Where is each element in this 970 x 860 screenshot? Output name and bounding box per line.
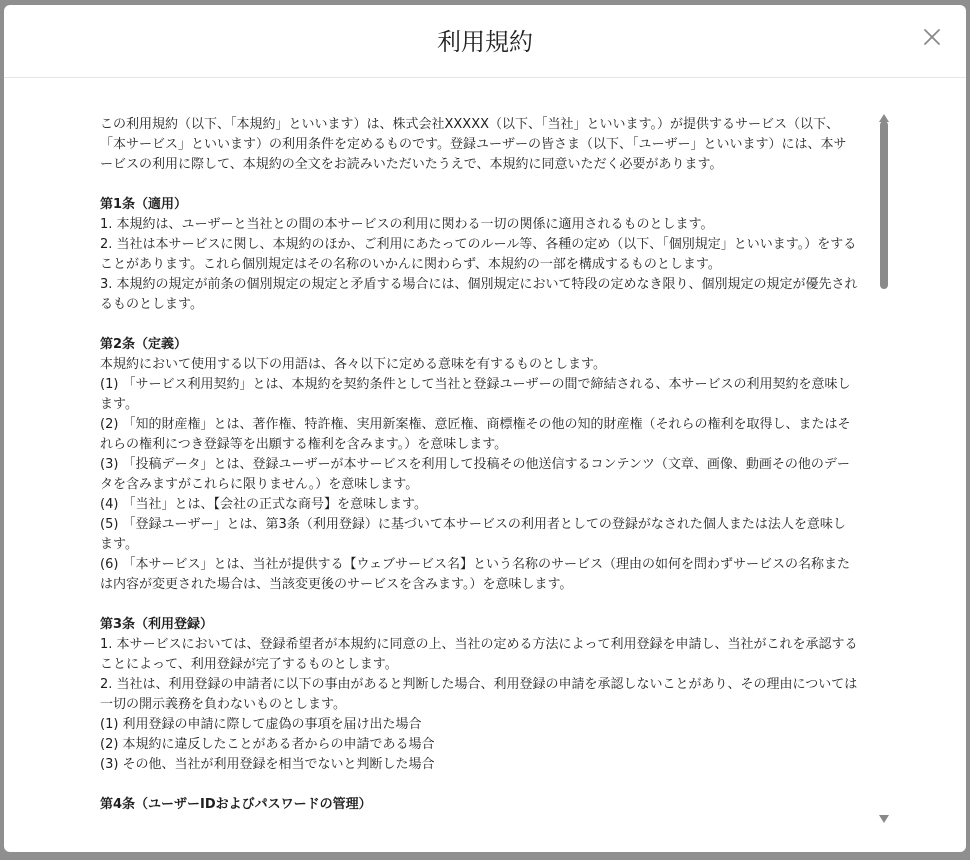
article-3-heading: 第3条（利用登録） [100, 617, 214, 632]
terms-dialog [4, 5, 966, 852]
article-1-line: 3. 本規約の規定が前条の個別規定の規定と矛盾する場合には、個別規定において特段の定めなき限り、個別規定の規定が優先されるものとします。 [100, 277, 858, 312]
article-2-heading: 第2条（定義） [100, 337, 188, 352]
article-3-line: 2. 当社は、利用登録の申請者に以下の事由があると判断した場合、利用登録の申請を承認しないことがあり、その理由については一切の開示義務を負わないものとします。 [100, 677, 858, 712]
scrollbar-thumb[interactable] [880, 121, 888, 289]
article-2-line: (1) 「サービス利用契約」とは、本規約を契約条件として当社と登録ユーザーの間で締結される、本サービスの利用契約を意味します。 [100, 377, 851, 412]
article-2-line: (2) 「知的財産権」とは、著作権、特許権、実用新案権、意匠権、商標権その他の知的財産権（それらの権利を取得し、またはそれらの権利につき登録等を出願する権利を含みます。）を意味します。 [100, 417, 851, 452]
article-3-line: (1) 利用登録の申請に際して虚偽の事項を届け出た場合 [100, 717, 422, 732]
article-3-line: (3) その他、当社が利用登録を相当でないと判断した場合 [100, 757, 435, 772]
article-3-line: 1. 本サービスにおいては、登録希望者が本規約に同意の上、当社の定める方法によって利用登録を申請し、当社がこれを承認することによって、利用登録が完了するものとします。 [100, 637, 858, 672]
article-3-line: (2) 本規約に違反したことがある者からの申請である場合 [100, 737, 435, 752]
article-1-line: 1. 本規約は、ユーザーと当社との間の本サービスの利用に関わる一切の関係に適用されるものとします。 [100, 217, 714, 232]
article-1-line: 2. 当社は本サービスに関し、本規約のほか、ご利用にあたってのルール等、各種の定め（以下、「個別規定」といいます。）をすることがあります。これら個別規定はその名称のいかんに関わらず、本規約の一部を構成するものとします。 [100, 237, 857, 272]
dialog-title: 利用規約 [437, 28, 533, 56]
article-2-line: (6) 「本サービス」とは、当社が提供する【ウェブサービス名】という名称のサービス（理由の如何を問わずサービスの名称または内容が変更された場合は、当該変更後のサービスを含みます。）を意味します。 [100, 557, 851, 592]
close-icon[interactable] [918, 23, 946, 51]
article-4-heading: 第4条（ユーザーIDおよびパスワードの管理） [100, 797, 372, 812]
terms-content [100, 115, 858, 815]
terms-intro: この利用規約（以下、「本規約」といいます）は、株式会社XXXXX（以下、「当社」といいます。）が提供するサービス（以下、「本サービス」といいます）の利用条件を定めるものです。登録ユーザーの皆さま（以下、「ユーザー」といいます）には、本サービスの利用に際して、本規約の全文をお読みいただいたうえで、本規約に同意いただく必要があります。 [100, 117, 847, 172]
article-2-line: 本規約において使用する以下の用語は、各々以下に定める意味を有するものとします。 [100, 357, 606, 372]
article-1-heading: 第1条（適用） [100, 197, 188, 212]
article-2-line: (4) 「当社」とは、【会社の正式な商号】を意味します。 [100, 497, 428, 512]
article-2-line: (3) 「投稿データ」とは、登録ユーザーが本サービスを利用して投稿その他送信するコンテンツ（文章、画像、動画その他のデータを含みますがこれらに限りません。）を意味します。 [100, 457, 850, 492]
terms-scroll-area[interactable] [4, 79, 966, 821]
dialog-header [4, 5, 966, 78]
scroll-down-button[interactable] [879, 808, 889, 816]
close-button[interactable] [918, 23, 946, 51]
scroll-down-arrow-icon[interactable] [879, 815, 889, 823]
scroll-up-button[interactable] [879, 107, 889, 115]
article-2-line: (5) 「登録ユーザー」とは、第3条（利用登録）に基づいて本サービスの利用者としての登録がなされた個人または法人を意味します。 [100, 517, 846, 552]
